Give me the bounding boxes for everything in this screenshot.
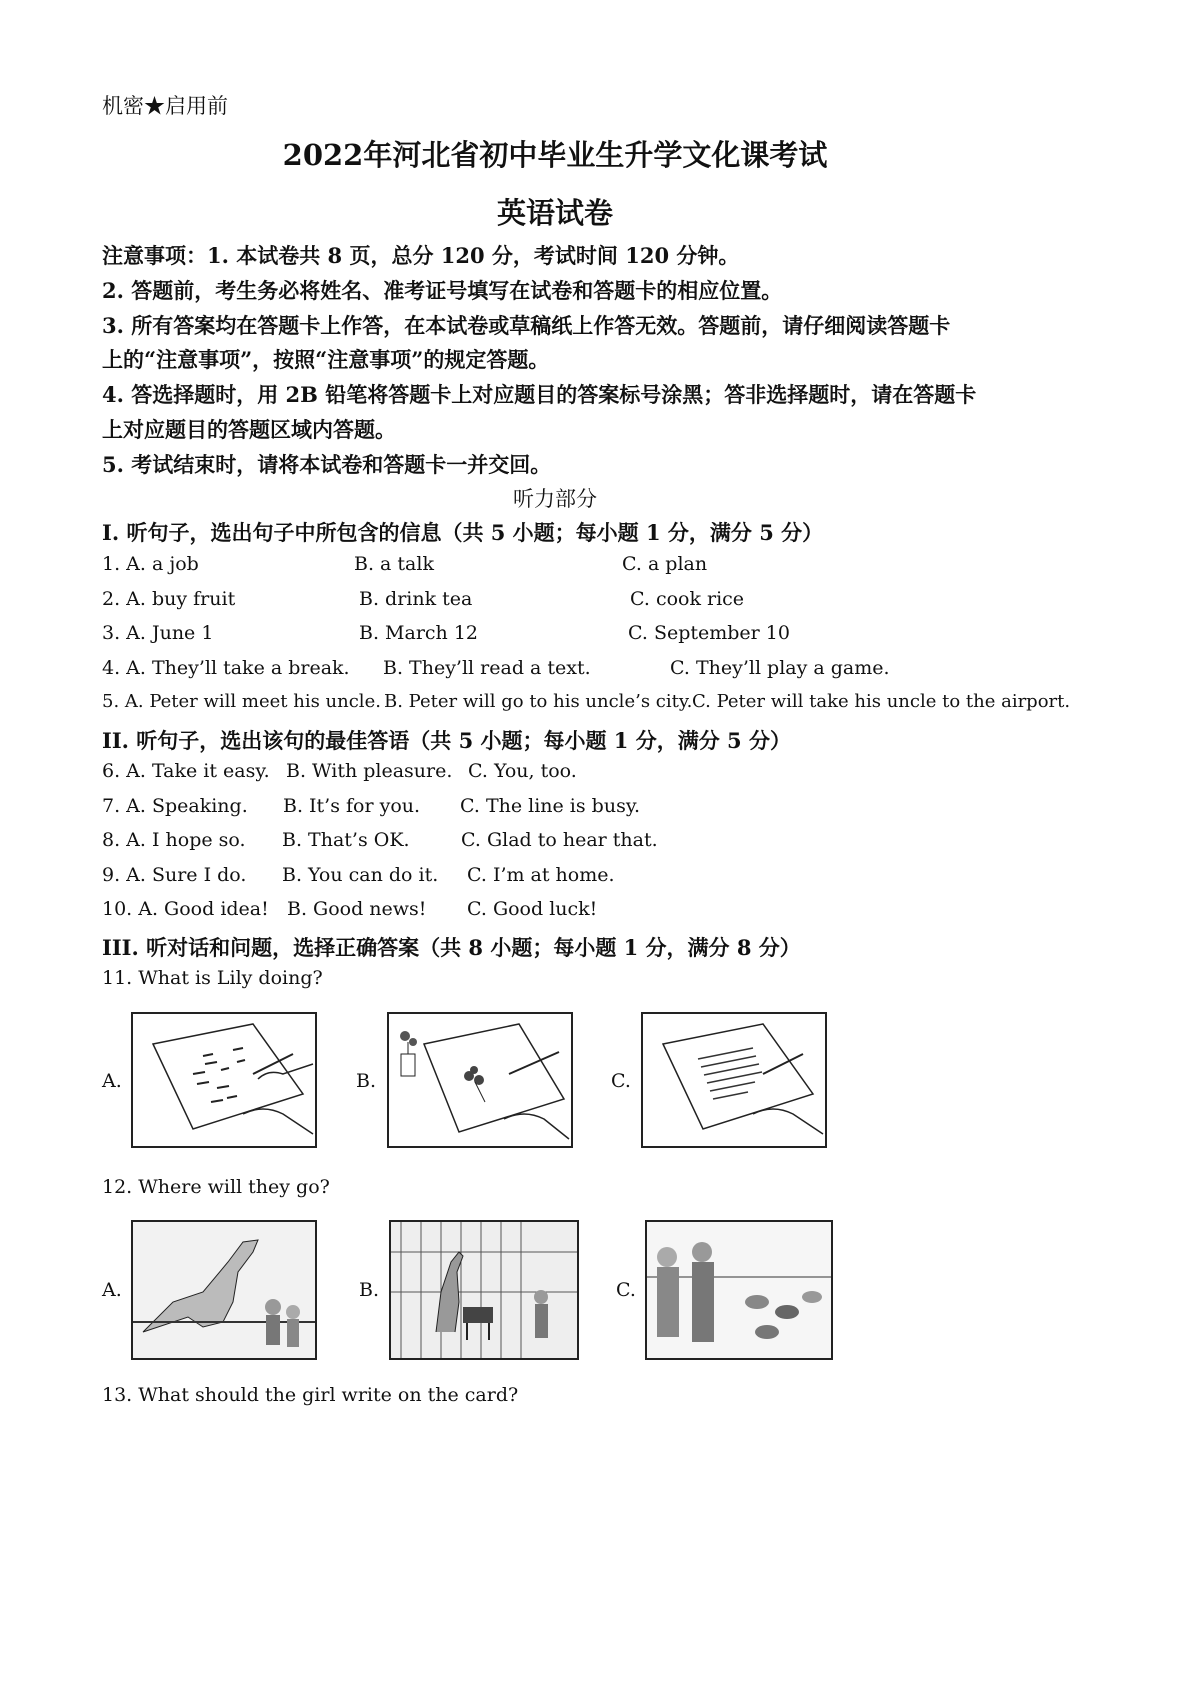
q11-option-b-label[interactable]: B. (356, 1070, 377, 1092)
q12-option-c-label[interactable]: C. (616, 1279, 636, 1301)
note-line-6: 上对应题目的答题区域内答题。 (102, 417, 396, 442)
english-writing-illustration (643, 1014, 825, 1146)
note-line-5: 4. 答选择题时，用 2B 铅笔将答题卡上对应题目的答案标号涂黑；答非选择题时，请在答题卡 (102, 382, 977, 407)
section-1-heading: Ⅰ. 听句子，选出句子中所包含的信息（共 5 小题；每小题 1 分，满分 5 分） (102, 520, 824, 545)
confidential-label: 机密★启用前 (102, 94, 228, 118)
museum-dinosaur-illustration (133, 1222, 315, 1358)
q5-option-c[interactable]: C. Peter will take his uncle to the airport. (692, 691, 1071, 712)
q5-option-b[interactable]: B. Peter will go to his uncle’s city. (384, 691, 693, 712)
q3-option-b[interactable]: B. March 12 (359, 622, 479, 644)
q1-option-c[interactable]: C. a plan (622, 553, 708, 575)
q12-option-b-label[interactable]: B. (359, 1279, 380, 1301)
q9-option-b[interactable]: B. You can do it. (282, 864, 439, 886)
q1-option-b[interactable]: B. a talk (354, 553, 434, 575)
q13-question: 13. What should the girl write on the card? (102, 1384, 519, 1406)
q8-option-b[interactable]: B. That’s OK. (282, 829, 410, 851)
q6-option-c[interactable]: C. You, too. (468, 760, 577, 782)
note-line-7: 5. 考试结束时，请将本试卷和答题卡一并交回。 (102, 452, 552, 477)
q6-option-a[interactable]: 6. A. Take it easy. (102, 760, 270, 782)
q11-picture-b[interactable] (387, 1012, 573, 1148)
q4-option-a[interactable]: 4. A. They’ll take a break. (102, 657, 350, 679)
q12-option-a-label[interactable]: A. (102, 1279, 122, 1301)
note-line-3: 3. 所有答案均在答题卡上作答，在本试卷或草稿纸上作答无效。答题前，请仔细阅读答题卡 (102, 313, 951, 338)
q10-option-b[interactable]: B. Good news! (287, 898, 427, 920)
q2-option-b[interactable]: B. drink tea (359, 588, 473, 610)
q3-option-a[interactable]: 3. A. June 1 (102, 622, 214, 644)
q7-option-a[interactable]: 7. A. Speaking. (102, 795, 248, 817)
farm-illustration (647, 1222, 831, 1358)
section-3-heading: III. 听对话和问题，选择正确答案（共 8 小题；每小题 1 分，满分 8 分） (102, 935, 801, 960)
q11-question: 11. What is Lily doing? (102, 967, 323, 989)
q10-option-a[interactable]: 10. A. Good idea! (102, 898, 269, 920)
note-line-1: 注意事项：1. 本试卷共 8 页，总分 120 分，考试时间 120 分钟。 (102, 243, 740, 268)
q11-option-a-label[interactable]: A. (102, 1070, 122, 1092)
drawing-flowers-illustration (389, 1014, 571, 1146)
q12-picture-b[interactable] (389, 1220, 579, 1360)
q7-option-c[interactable]: C. The line is busy. (460, 795, 641, 817)
q3-option-c[interactable]: C. September 10 (628, 622, 790, 644)
zoo-animals-illustration (391, 1222, 577, 1358)
q4-option-b[interactable]: B. They’ll read a text. (383, 657, 591, 679)
listening-heading: 听力部分 (513, 487, 597, 511)
q10-option-c[interactable]: C. Good luck! (467, 898, 598, 920)
q11-picture-c[interactable] (641, 1012, 827, 1148)
q8-option-a[interactable]: 8. A. I hope so. (102, 829, 246, 851)
section-2-heading: II. 听句子，选出该句的最佳答语（共 5 小题；每小题 1 分，满分 5 分） (102, 728, 791, 753)
q12-question: 12. Where will they go? (102, 1176, 330, 1198)
q8-option-c[interactable]: C. Glad to hear that. (461, 829, 658, 851)
q9-option-c[interactable]: C. I’m at home. (467, 864, 615, 886)
q1-option-a[interactable]: 1. A. a job (102, 553, 199, 575)
chinese-writing-illustration (133, 1014, 315, 1146)
q7-option-b[interactable]: B. It’s for you. (283, 795, 421, 817)
q9-option-a[interactable]: 9. A. Sure I do. (102, 864, 247, 886)
note-line-4: 上的“注意事项”，按照“注意事项”的规定答题。 (102, 347, 550, 372)
q12-picture-a[interactable] (131, 1220, 317, 1360)
q2-option-c[interactable]: C. cook rice (630, 588, 745, 610)
q6-option-b[interactable]: B. With pleasure. (286, 760, 453, 782)
exam-subtitle: 英语试卷 (496, 196, 613, 230)
q5-option-a[interactable]: 5. A. Peter will meet his uncle. (102, 691, 381, 712)
q11-option-c-label[interactable]: C. (611, 1070, 631, 1092)
exam-title: 2022年河北省初中毕业生升学文化课考试 (282, 138, 828, 172)
q4-option-c[interactable]: C. They’ll play a game. (670, 657, 890, 679)
note-line-2: 2. 答题前，考生务必将姓名、准考证号填写在试卷和答题卡的相应位置。 (102, 278, 783, 303)
q2-option-a[interactable]: 2. A. buy fruit (102, 588, 236, 610)
q11-picture-a[interactable] (131, 1012, 317, 1148)
q12-picture-c[interactable] (645, 1220, 833, 1360)
